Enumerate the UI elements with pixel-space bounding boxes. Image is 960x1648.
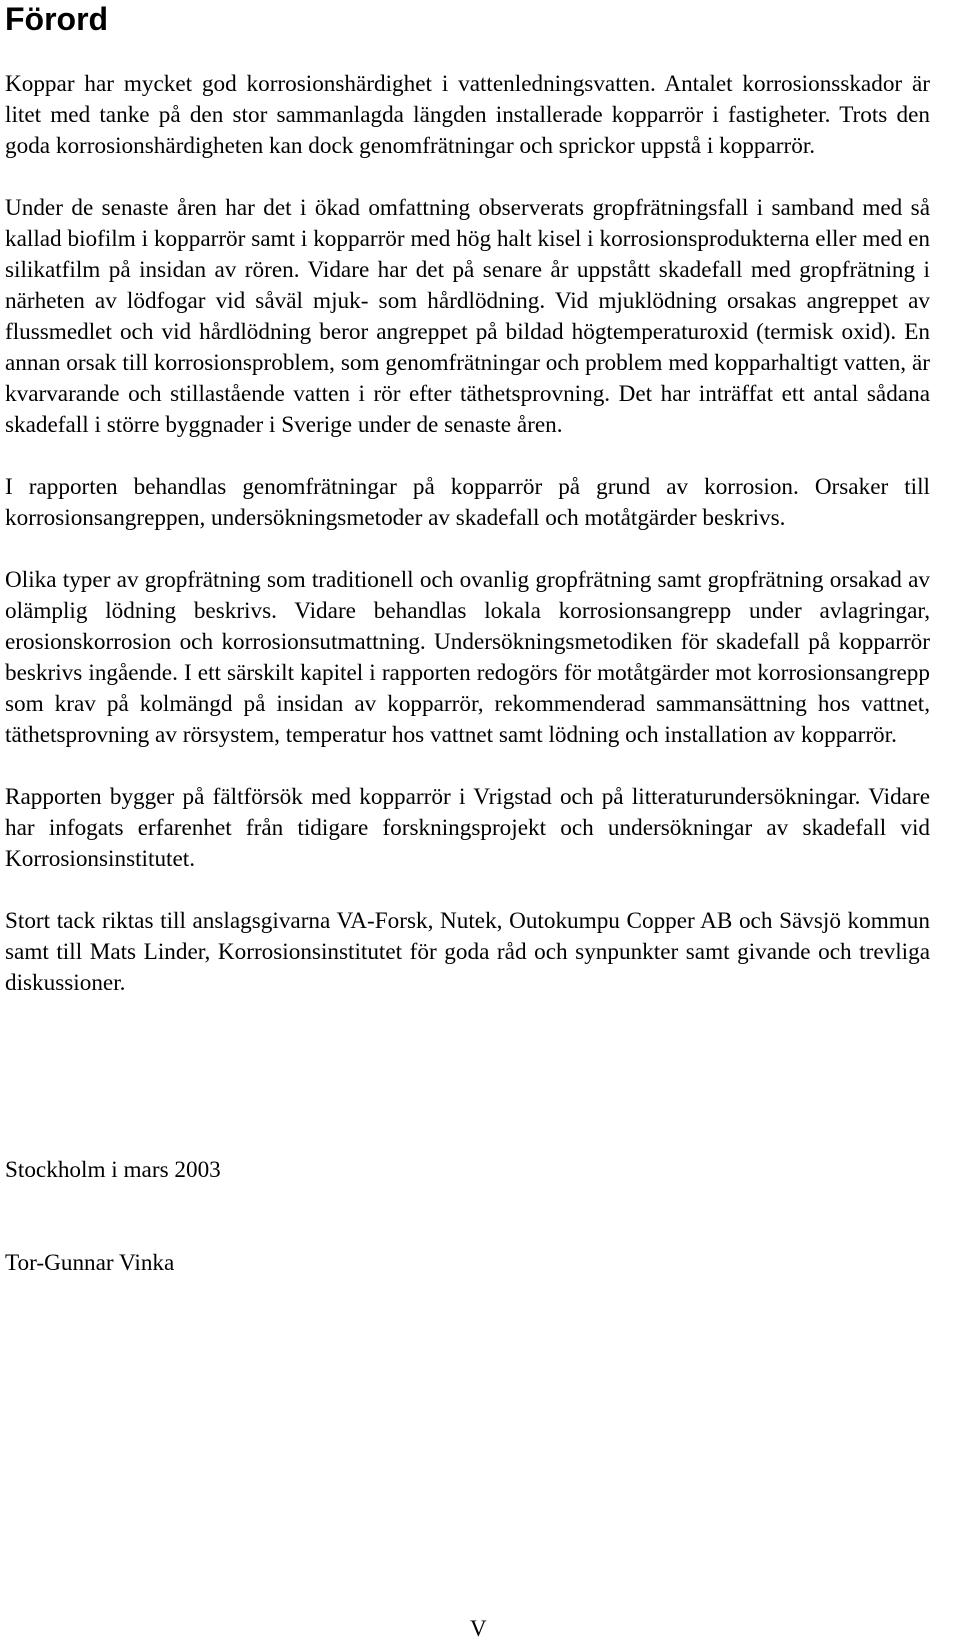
paragraph-damage-cases: Under de senaste åren har det i ökad omfattning observerats gropfrätningsfall i samband med så kallad biofilm i kopparrör samt i kopparrör med hög halt kisel i korrosionsprodukterna eller med en silikatfilm på insidan av rören. Vidare har det på senare år uppstått skadefall med gropfrätning i närheten av lödfogar vid såväl mjuk- som hårdlödning. Vid mjuklödning orsakas angreppet av flussmedlet och vid hårdlödning beror angreppet på bildad högtemperaturoxid (termisk oxid). En annan orsak till korrosionsproblem, som genomfrätningar och problem med kopparhaltigt vatten, är kvarvarande och stillastående vatten i rör efter täthetsprovning. Det har inträffat ett antal sådana skadefall i större byggnader i Sverige under de senaste åren. bbox=[5, 195, 930, 438]
place-date: Stockholm i mars 2003 bbox=[5, 1157, 221, 1183]
page-number: V bbox=[470, 1616, 487, 1641]
document-page bbox=[5, 0, 930, 1030]
author-signature: Tor-Gunnar Vinka bbox=[5, 1250, 175, 1276]
paragraph-basis: Rapporten bygger på fältförsök med kopparrör i Vrigstad och på litteraturundersökningar. Vidare har infogats erfarenhet från tidigare forskningsprojekt och undersökningar av skadefall vid Korrosionsinstitutet. bbox=[5, 784, 930, 872]
page-title: Förord bbox=[5, 1, 109, 37]
paragraph-intro: Koppar har mycket god korrosionshärdighet i vattenledningsvatten. Antalet korrosionsskador är litet med tanke på den stor sammanlagda längden installerade kopparrör i fastigheter. Trots den goda korrosionshärdigheten kan dock genomfrätningar och sprickor uppstå i kopparrör. bbox=[5, 71, 930, 159]
paragraph-contents: Olika typer av gropfrätning som traditionell och ovanlig gropfrätning samt gropfrätning orsakad av olämplig lödning beskrivs. Vidare behandlas lokala korrosionsangrepp under avlagringar, erosionskorrosion och korrosionsutmattning. Undersökningsmetodiken för skadefall på kopparrör beskrivs ingående. I ett särskilt kapitel i rapporten redogörs för motåtgärder mot korrosionsangrepp som krav på kolmängd på insidan av kopparrör, rekommenderad sammansättning hos vattnet, täthetsprovning av rörsystem, temperatur hos vattnet samt lödning och installation av kopparrör. bbox=[5, 567, 930, 748]
paragraph-acknowledgements: Stort tack riktas till anslagsgivarna VA-Forsk, Nutek, Outokumpu Copper AB och Sävsjö kommun samt till Mats Linder, Korrosionsinstitutet för goda råd och synpunkter samt givande och trevliga diskussioner. bbox=[5, 908, 930, 996]
foreword-body bbox=[5, 69, 930, 999]
paragraph-report-scope: I rapporten behandlas genomfrätningar på kopparrör på grund av korrosion. Orsaker till korrosionsangreppen, undersökningsmetoder av skadefall och motåtgärder beskrivs. bbox=[5, 474, 930, 531]
